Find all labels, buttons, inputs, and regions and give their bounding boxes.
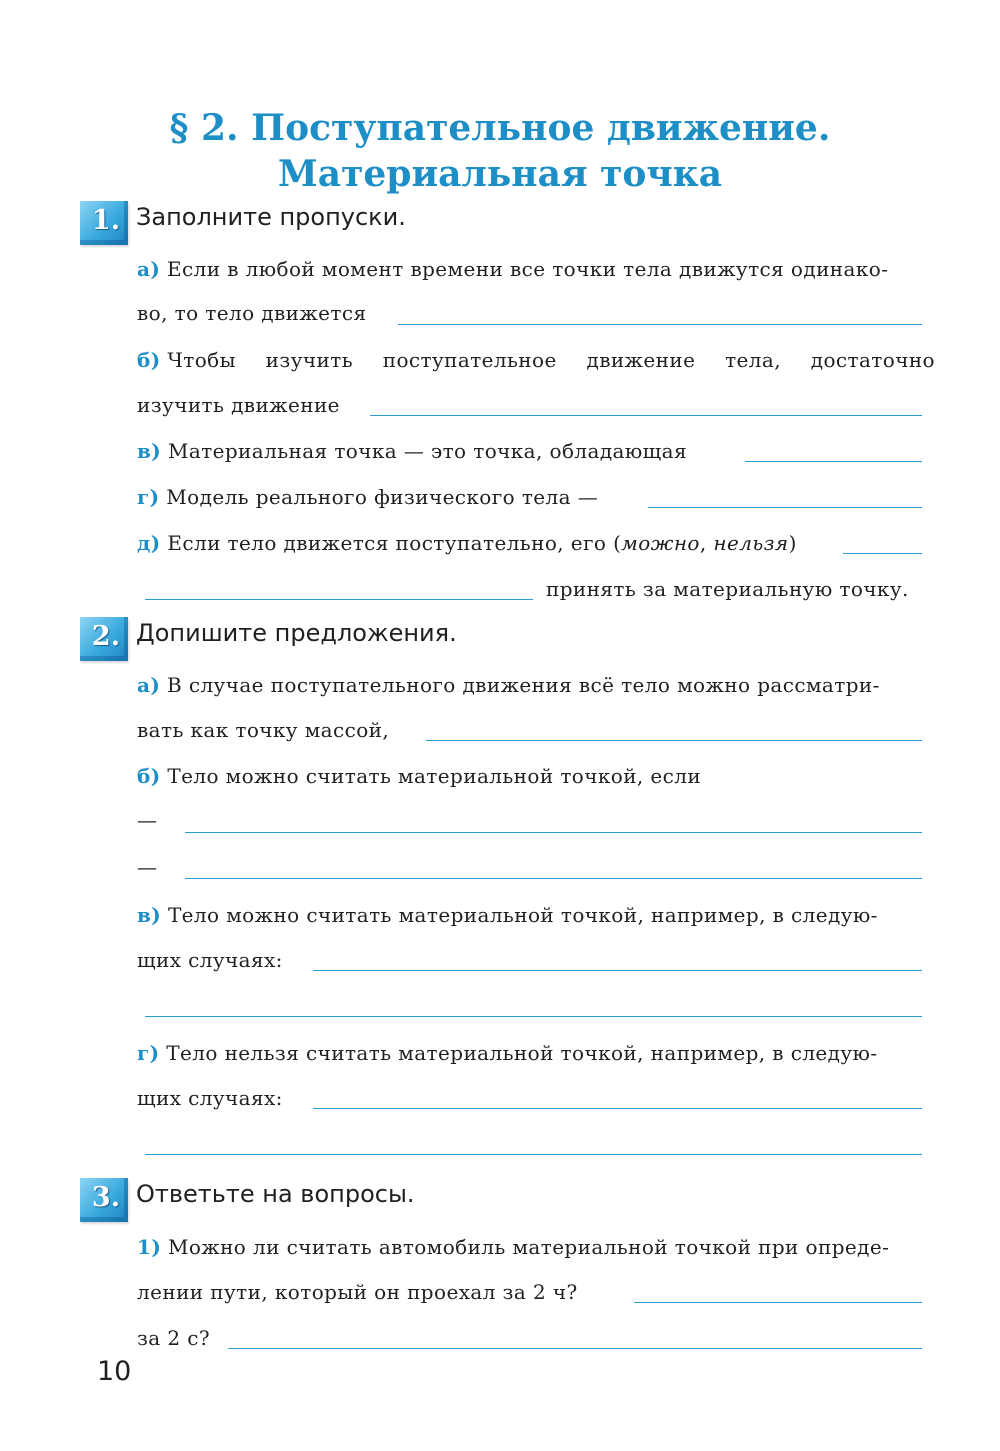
task1-a-answer-line[interactable] xyxy=(398,324,922,325)
task3-number-badge: 3. xyxy=(80,1178,128,1222)
task1-b-answer-line[interactable] xyxy=(370,415,922,416)
task1-a-line1 xyxy=(137,256,888,282)
task3-q1-text1: Можно ли считать автомобиль материальной точкой при опреде- xyxy=(167,1235,890,1259)
task1-b-word: достаточно xyxy=(810,348,935,372)
task1-heading: Заполните пропуски. xyxy=(136,203,406,231)
task1-b-word: изучить xyxy=(265,348,353,372)
task2-a-text1: В случае поступательного движения всё тело можно рассматри- xyxy=(167,673,880,697)
task2-v-answer-line2[interactable] xyxy=(145,1016,922,1017)
task1-b-word: тела, xyxy=(725,348,781,372)
task2-a-line2: вать как точку массой, xyxy=(137,718,390,742)
task1-b-label: б) xyxy=(137,348,161,372)
task1-number-badge: 1. xyxy=(80,201,128,245)
task2-v-line1 xyxy=(137,902,878,928)
task2-b-answer-line2[interactable] xyxy=(185,878,922,879)
task1-a-label: а) xyxy=(137,257,161,281)
task1-v-line xyxy=(137,438,687,464)
task2-number-badge: 2. xyxy=(80,617,128,661)
task1-b-word: движение xyxy=(586,348,696,372)
task2-v-answer-line1[interactable] xyxy=(313,970,922,971)
task2-a-line1 xyxy=(137,672,880,698)
task2-v-label: в) xyxy=(137,903,162,927)
task3-q1-line3: за 2 с? xyxy=(137,1326,210,1350)
task2-a-answer-line[interactable] xyxy=(426,740,922,741)
task1-d-answer-line2[interactable] xyxy=(145,599,533,600)
page-number: 10 xyxy=(97,1356,132,1387)
task2-g-text1: Тело нельзя считать материальной точкой, например, в следую- xyxy=(166,1041,878,1065)
task1-d-answer-line1[interactable] xyxy=(843,553,922,554)
task2-b-text: Тело можно считать материальной точкой, если xyxy=(167,764,702,788)
task3-q1-answer-line2[interactable] xyxy=(228,1348,922,1349)
task1-d-label: д) xyxy=(137,531,161,555)
task1-b-line2: изучить движение xyxy=(137,393,340,417)
task3-q1-line1 xyxy=(137,1234,889,1260)
task3-q1-answer-line1[interactable] xyxy=(634,1302,922,1303)
task1-a-text1: Если в любой момент времени все точки тела движутся одинако- xyxy=(167,257,889,281)
task1-g-answer-line[interactable] xyxy=(648,507,922,508)
task2-v-line2: щих случаях: xyxy=(137,948,283,972)
page-title-line1: § 2. Поступательное движение. xyxy=(169,107,831,149)
task3-q1-label: 1) xyxy=(137,1235,162,1259)
task1-v-label: в) xyxy=(137,439,162,463)
task1-v-answer-line[interactable] xyxy=(745,461,922,462)
task1-b-word-group: б) Чтобы xyxy=(137,348,236,372)
task2-b-label: б) xyxy=(137,764,161,788)
task2-b-dash1: — xyxy=(137,808,157,832)
task1-d-line2: принять за материальную точку. xyxy=(546,577,909,601)
task1-d-option-cannot: нельзя xyxy=(713,531,789,555)
task3-heading: Ответьте на вопросы. xyxy=(136,1180,415,1208)
task2-g-label: г) xyxy=(137,1041,160,1065)
task1-g-label: г) xyxy=(137,485,160,509)
task1-g-text: Модель реального физического тела — xyxy=(166,485,599,509)
task2-heading: Допишите предложения. xyxy=(136,619,457,647)
task2-b-answer-line1[interactable] xyxy=(185,832,922,833)
task2-v-text1: Тело можно считать материальной точкой, например, в следую- xyxy=(167,903,878,927)
task3-q1-line2: лении пути, который он проехал за 2 ч? xyxy=(137,1280,578,1304)
task1-g-line xyxy=(137,484,598,510)
task1-b-line1 xyxy=(137,347,935,373)
task1-v-text: Материальная точка — это точка, обладающая xyxy=(167,439,688,463)
task1-d-line1: д) Если тело движется поступательно, его (можно, нельзя) xyxy=(137,531,797,555)
task2-g-line1 xyxy=(137,1040,878,1066)
task2-g-answer-line1[interactable] xyxy=(313,1108,922,1109)
task2-b-dash2: — xyxy=(137,855,157,879)
task2-a-label: а) xyxy=(137,673,161,697)
page-title-line2: Материальная точка xyxy=(277,153,723,195)
task1-d-option-can: можно xyxy=(621,531,700,555)
task2-b-line xyxy=(137,763,701,789)
task1-d-text-start: Если тело движется поступательно, его ( xyxy=(167,531,622,555)
task1-a-line2: во, то тело движется xyxy=(137,301,367,325)
task1-b-word: поступательное xyxy=(382,348,557,372)
task2-g-line2: щих случаях: xyxy=(137,1086,283,1110)
task2-g-answer-line2[interactable] xyxy=(145,1154,922,1155)
